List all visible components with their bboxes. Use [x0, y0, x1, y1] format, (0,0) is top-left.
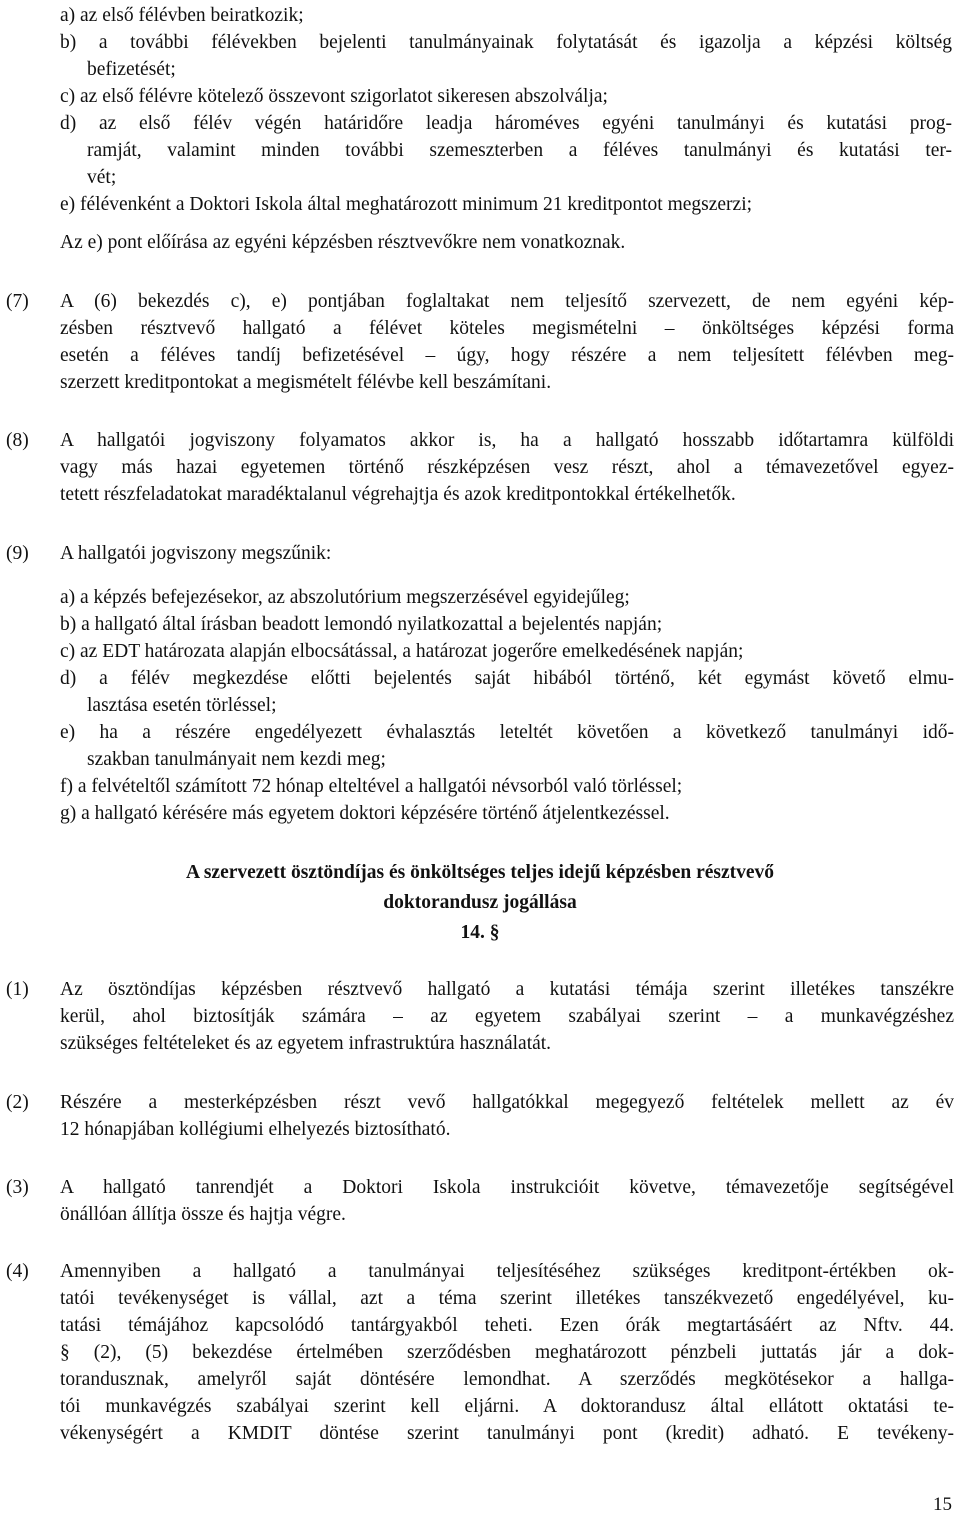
termination-item-a: a) a képzés befejezésekor, az abszolutórium megszerzésével egyidejűleg;	[60, 587, 630, 608]
page-number: 15	[933, 1494, 952, 1515]
termination-item-e-cont: szakban tanulmányait nem kezdi meg;	[87, 749, 386, 770]
paragraph-8-line-2: vagy más hazai egyetemen történő részképzésen vesz részt, ahol a témavezetővel egyez-	[60, 457, 954, 478]
paragraph-8-line-3: tetett részfeladatokat maradéktalanul végrehajtja és azok kreditpontokkal értékelhetők.	[60, 484, 736, 505]
subsection-4-line-7: vékenységért a KMDIT döntése szerint tanulmányi pont (kredit) adható. E tevékeny-	[60, 1423, 954, 1444]
subsection-2-line-1: Részére a mesterképzésben részt vevő hallgatókkal megegyező feltételek mellett az év	[60, 1092, 954, 1113]
termination-item-f: f) a felvételtől számított 72 hónap elteltével a hallgatói névsorból való törléssel;	[60, 776, 683, 797]
list-item-c: c) az első félévre kötelező összevont szigorlatot sikeresen abszolválja;	[60, 86, 608, 107]
termination-item-g: g) a hallgató kérésére más egyetem doktori képzésére történő átjelentkezéssel.	[60, 803, 670, 824]
termination-item-d: d) a félév megkezdése előtti bejelentés saját hibából történő, két egymást követő elmu-	[60, 668, 954, 689]
subsection-number-2: (2)	[6, 1092, 29, 1113]
subsection-number-4: (4)	[6, 1261, 29, 1282]
subsection-4-line-6: tói munkavégzés szabályai szerint kell eljárni. A doktorandusz által ellátott oktatási te-	[60, 1396, 954, 1417]
paragraph-7-line-4: szerzett kreditpontokat a megismételt félévbe kell beszámítani.	[60, 372, 552, 393]
termination-item-e: e) ha a részére engedélyezett évhalasztás leteltét követően a következő tanulmányi idő-	[60, 722, 954, 743]
subsection-4-line-3: tatási témájához kapcsolódó tantárgyakból teheti. Ezen órák megtartásáért az Nftv. 44.	[60, 1315, 954, 1336]
section-heading-line-2: doktorandusz jogállása	[383, 892, 577, 913]
paragraph-7-line-3: esetén a féléves tandíj befizetésével – úgy, hogy részére a nem teljesített félévben meg-	[60, 345, 954, 366]
subsection-number-1: (1)	[6, 979, 29, 1000]
subsection-4-line-2: tatói tevékenységet is vállal, azt a téma szerint illetékes tanszékvezető engedélyével, ku-	[60, 1288, 954, 1309]
subsection-1-line-1: Az ösztöndíjas képzésben résztvevő hallgató a kutatási témája szerint illetékes tanszékre	[60, 979, 954, 1000]
list-item-d-cont2: vét;	[87, 167, 117, 188]
termination-item-c: c) az EDT határozata alapján elbocsátással, a határozat jogerőre emelkedésének napján;	[60, 641, 744, 662]
subsection-1-line-2: kerül, ahol biztosítják számára – az egyetem szabályai szerint – a munkavégzéshez	[60, 1006, 954, 1027]
list-item-d-cont: ramját, valamint minden további szemeszterben a féléves tanulmányi és kutatási ter-	[87, 140, 952, 161]
termination-item-d-cont: lasztása esetén törléssel;	[87, 695, 277, 716]
paragraph-number-7: (7)	[6, 291, 29, 312]
subsection-3-line-2: önállóan állítja össze és hajtja végre.	[60, 1204, 346, 1225]
subsection-number-3: (3)	[6, 1177, 29, 1198]
paragraph-7-line-1: A (6) bekezdés c), e) pontjában foglaltakat nem teljesítő szervezett, de nem egyéni kép-	[60, 291, 954, 312]
subsection-4-line-1: Amennyiben a hallgató a tanulmányai teljesítéséhez szükséges kreditpont-értékben ok-	[60, 1261, 954, 1282]
list-item-a: a) az első félévben beiratkozik;	[60, 5, 304, 26]
paragraph-8-line-1: A hallgatói jogviszony folyamatos akkor is, ha a hallgató hosszabb időtartamra külföldi	[60, 430, 954, 451]
list-item-b-cont: befizetését;	[87, 59, 176, 80]
list-item-d: d) az első félév végén határidőre leadja hároméves egyéni tanulmányi és kutatási prog-	[60, 113, 952, 134]
subsection-1-line-3: szükséges feltételeket és az egyetem infrastruktúra használatát.	[60, 1033, 552, 1054]
list-item-e: e) félévenként a Doktori Iskola által meghatározott minimum 21 kreditpontot megszerzi;	[60, 194, 753, 215]
subsection-4-line-4: § (2), (5) bekezdése értelmében szerződésben meghatározott pénzbeli juttatás jár a dok-	[60, 1342, 954, 1363]
termination-item-b: b) a hallgató által írásban beadott lemondó nyilatkozattal a bejelentés napján;	[60, 614, 663, 635]
paragraph-9-intro: A hallgatói jogviszony megszűnik:	[60, 543, 332, 564]
paragraph-number-9: (9)	[6, 543, 29, 564]
subsection-3-line-1: A hallgató tanrendjét a Doktori Iskola instrukcióit követve, témavezetője segítségével	[60, 1177, 954, 1198]
paragraph-number-8: (8)	[6, 430, 29, 451]
section-heading-line-1: A szervezett ösztöndíjas és önköltséges teljes idejű képzésben résztvevő	[185, 862, 775, 883]
note-e-point: Az e) pont előírása az egyéni képzésben résztvevőkre nem vonatkoznak.	[60, 232, 626, 253]
paragraph-7-line-2: zésben résztvevő hallgató a félévet köteles megismételni – önköltséges képzési forma	[60, 318, 954, 339]
subsection-2-line-2: 12 hónapjában kollégiumi elhelyezés biztosítható.	[60, 1119, 451, 1140]
list-item-b: b) a további félévekben bejelenti tanulmányainak folytatását és igazolja a képzési költség	[60, 32, 952, 53]
section-number: 14. §	[460, 922, 500, 943]
subsection-4-line-5: torandusznak, amelyről saját döntésére lemondhat. A szerződés megkötésekor a hallga-	[60, 1369, 954, 1390]
